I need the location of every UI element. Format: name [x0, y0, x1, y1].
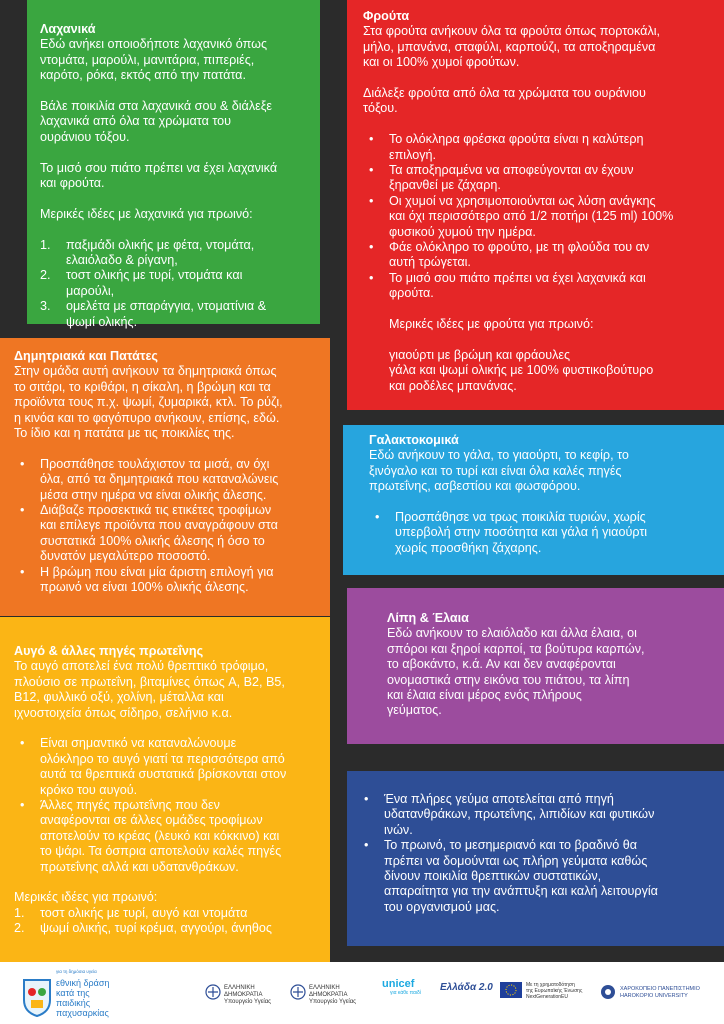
dairy-panel — [343, 425, 724, 575]
fruits-bullets — [363, 132, 710, 301]
list-item: 2. ψωμί ολικής, τυρί κρέμα, αγγούρι, άνηθος — [14, 921, 272, 936]
greek-emblem-icon — [205, 984, 221, 1000]
fruits-ideas: γιαούρτι με βρώμη και φράουλες γάλα και ψωμί ολικής με 100% φυστικοβούτυρο και ροδέλες μπανάνας. — [389, 347, 654, 393]
fruits-colors: Διάλεξε φρούτα από όλα τα χρώματα του ουράνιου τόξου. — [363, 86, 646, 116]
list-item: • Οι χυμοί να χρησιμοποιούνται ως λύση ανάγκης και όχι περισσότερο από 1/2 ποτήρι (125 ml) 100% φυσικού χυμού την ημέρα. — [363, 194, 710, 240]
list-item: • Άλλες πηγές πρωτεΐνης που δεν αναφέρονται σε άλλες ομάδες τροφίμων αποτελούν το κρέας (λευκό και κόκκινο) και το ψάρι. Τα όσπρια αποτελούν καλές πηγές πρωτεΐνης αλλά και υδατανθράκων. — [14, 798, 320, 875]
protein-panel — [0, 617, 330, 962]
list-item: 1. τοστ ολικής με τυρί, αυγό και ντομάτα — [14, 905, 248, 920]
list-item: 1. παξιμάδι ολικής με φέτα, ντομάτα, ελαιόλαδο & ρίγανη, — [40, 237, 255, 268]
dairy-title: Γαλακτοκομικά — [369, 433, 459, 447]
vegetables-title: Λαχανικά — [40, 22, 96, 36]
vegetables-ideas-title: Μερικές ιδέες με λαχανικά για πρωινό: — [40, 206, 253, 221]
eu-funding-logo: Με τη χρηματοδότηση της Ευρωπαϊκής Ένωσης NextGenerationEU — [500, 980, 590, 1006]
dairy-intro: Εδώ ανήκουν το γάλα, το γιαούρτι, το κεφίρ, το ξινόγαλο και το τυρί και είναι όλα καλές πηγές πρωτεΐνης, ασβεστίου και φωσφόρου. — [369, 448, 629, 494]
vegetables-variety: Βάλε ποικιλία στα λαχανικά σου & διάλεξε λαχανικά από όλα τα χρώματα του ουράνιου τόξου. — [40, 99, 272, 144]
grains-bullets — [14, 457, 324, 596]
list-item: • Το μισό σου πιάτο πρέπει να έχει λαχανικά και φρούτα. — [363, 271, 710, 302]
national-action-logo: για τη δημόσια υγεία εθνική δράση κατά της παιδικής παχυσαρκίας — [22, 968, 132, 1020]
grains-panel — [0, 338, 330, 616]
protein-title: Αυγό & άλλες πηγές πρωτεΐνης — [14, 644, 204, 658]
list-item: • Το πρωινό, το μεσημεριανό και το βραδινό θα πρέπει να δομούνται ως πλήρη γεύματα καθώς δίνουν ποικιλία θρεπτικών συστατικών, απαραίτητα για την ανάπτυξη και καλή λειτουργία του οργανισμού μας. — [358, 838, 710, 915]
fruits-title: Φρούτα — [363, 9, 410, 23]
vegetables-panel — [27, 0, 320, 329]
grains-title: Δημητριακά και Πατάτες — [14, 349, 158, 363]
ministry-health-logo: ΕΛΛΗΝΙΚΗ ΔΗΜΟΚΡΑΤΙΑ Υπουργείο Υγείας — [205, 982, 280, 1006]
footer-logos — [0, 962, 724, 1024]
dairy-bullets — [369, 510, 710, 556]
list-item: 3. ομελέτα με σπαράγγια, ντοματίνια & ψωμί ολικής. — [40, 299, 267, 329]
protein-bullets — [14, 736, 320, 875]
list-item: 2. τοστ ολικής με τυρί, ντομάτα και μαρούλι, — [40, 268, 243, 298]
eu-flag-icon — [500, 982, 522, 998]
list-item: • Προσπάθησε τουλάχιστον τα μισά, αν όχι όλα, από τα δημητριακά που καταναλώνεις μέσα στην ημέρα να είναι ολικής άλεσης. — [14, 457, 324, 503]
vegetables-half-plate: Το μισό σου πιάτο πρέπει να έχει λαχανικά και φρούτα. — [40, 160, 278, 191]
fats-intro: Εδώ ανήκουν το ελαιόλαδο και άλλα έλαια, οι σπόροι και ξηροί καρποί, τα βούτυρα καρπών, το αβοκάντο, κ.ά. Αν και δεν αναφέρονται ονομαστικά στην εικόνα του πιάτου, τα λίπη και έλαια είναι μέρος ενός πλήρους γεύματος. — [387, 626, 645, 718]
greece-2-0-logo: Ελλάδα 2.0 — [440, 982, 493, 993]
grains-intro: Στην ομάδα αυτή ανήκουν τα δημητριακά όπως το σιτάρι, το κριθάρι, η σίκαλη, η βρώμη και τα προϊόντα τους π.χ. ψωμί, ζυμαρικά, κτλ. Το ρύζι, η κινόα και το φαγόπυρο ανήκουν, επίσης, εδώ. Το ίδιο και η πατάτα με τις ποικιλίες της. — [14, 364, 283, 441]
list-item: • Είναι σημαντικό να καταναλώνουμε ολόκληρο το αυγό γιατί τα περισσότερα από αυτά τα θρεπτικά συστατικά βρίσκονται στον κρόκο του αυγού. — [14, 736, 320, 798]
university-emblem-icon — [600, 984, 616, 1000]
vegetables-ideas-list — [40, 238, 306, 330]
fruits-intro: Στα φρούτα ανήκουν όλα τα φρούτα όπως πορτοκάλι, μήλο, μπανάνα, σταφύλι, καρπούζι, τα αποξηραμένα και οι 100% χυμοί φρούτων. — [363, 24, 661, 70]
list-item: • Διάβαζε προσεκτικά τις ετικέτες τροφίμων και επίλεγε προϊόντα που αναγράφουν στα συστατικά 100% ολικής άλεσης ή όσο το δυνατόν μεγαλύτερο ποσοστό. — [14, 503, 324, 565]
list-item: • Τα αποξηραμένα να αποφεύγονται αν έχουν ξηρανθεί με ζάχαρη. — [363, 163, 710, 194]
unicef-logo: unicef για κάθε παιδί — [382, 978, 421, 996]
protein-ideas-list — [14, 906, 320, 937]
vegetables-intro: Εδώ ανήκει οποιοδήποτε λαχανικό όπως ντομάτα, μαρούλι, μανιτάρια, πιπεριές, καρότο, ρόκα, εκτός από την πατάτα. — [40, 37, 268, 83]
list-item: • Προσπάθησε να τρως ποικιλία τυριών, χωρίς υπερβολή στην ποσότητα και γάλα ή γιαούρτι χωρίς προσθήκη ζάχαρης. — [369, 510, 710, 556]
complete-meal-panel — [347, 771, 724, 946]
fats-title: Λίπη & Έλαια — [387, 611, 469, 625]
harokopio-university-logo: ΧΑΡΟΚΟΠΕΙΟ ΠΑΝΕΠΙΣΤΗΜΙΟ HAROKOPIO UNIVERSITY — [600, 982, 710, 1004]
shield-icon — [22, 978, 52, 1018]
list-item: • Το ολόκληρα φρέσκα φρούτα είναι η καλύτερη επιλογή. — [363, 132, 710, 163]
greek-emblem-icon — [290, 984, 306, 1000]
list-item: • Φάε ολόκληρο το φρούτο, με τη φλούδα του αν αυτή τρώγεται. — [363, 240, 710, 271]
protein-ideas-title: Μερικές ιδέες για πρωινό: — [14, 890, 158, 905]
list-item: • Ένα πλήρες γεύμα αποτελείται από πηγή υδατανθράκων, πρωτεΐνης, λιπιδίων και φυτικών ινών. — [358, 792, 710, 838]
protein-intro: Το αυγό αποτελεί ένα πολύ θρεπτικό τρόφιμο, πλούσιο σε πρωτεΐνη, βιταμίνες όπως A, B2, B5, B12, φυλλικό οξύ, χολίνη, μέταλλα και ιχνοστοιχεία όπως σίδηρο, σελήνιο κ.α. — [14, 659, 285, 720]
fruits-ideas-title: Μερικές ιδέες με φρούτα για πρωινό: — [389, 317, 594, 332]
fruits-panel — [347, 0, 724, 410]
ministry-logo: ΕΛΛΗΝΙΚΗ ΔΗΜΟΚΡΑΤΙΑ Υπουργείο Υγείας — [290, 982, 370, 1006]
fats-panel — [347, 588, 724, 744]
list-item: • Η βρώμη που είναι μία άριστη επιλογή για πρωινό να είναι 100% ολικής άλεσης. — [14, 565, 324, 596]
complete-meal-bullets — [358, 792, 710, 915]
